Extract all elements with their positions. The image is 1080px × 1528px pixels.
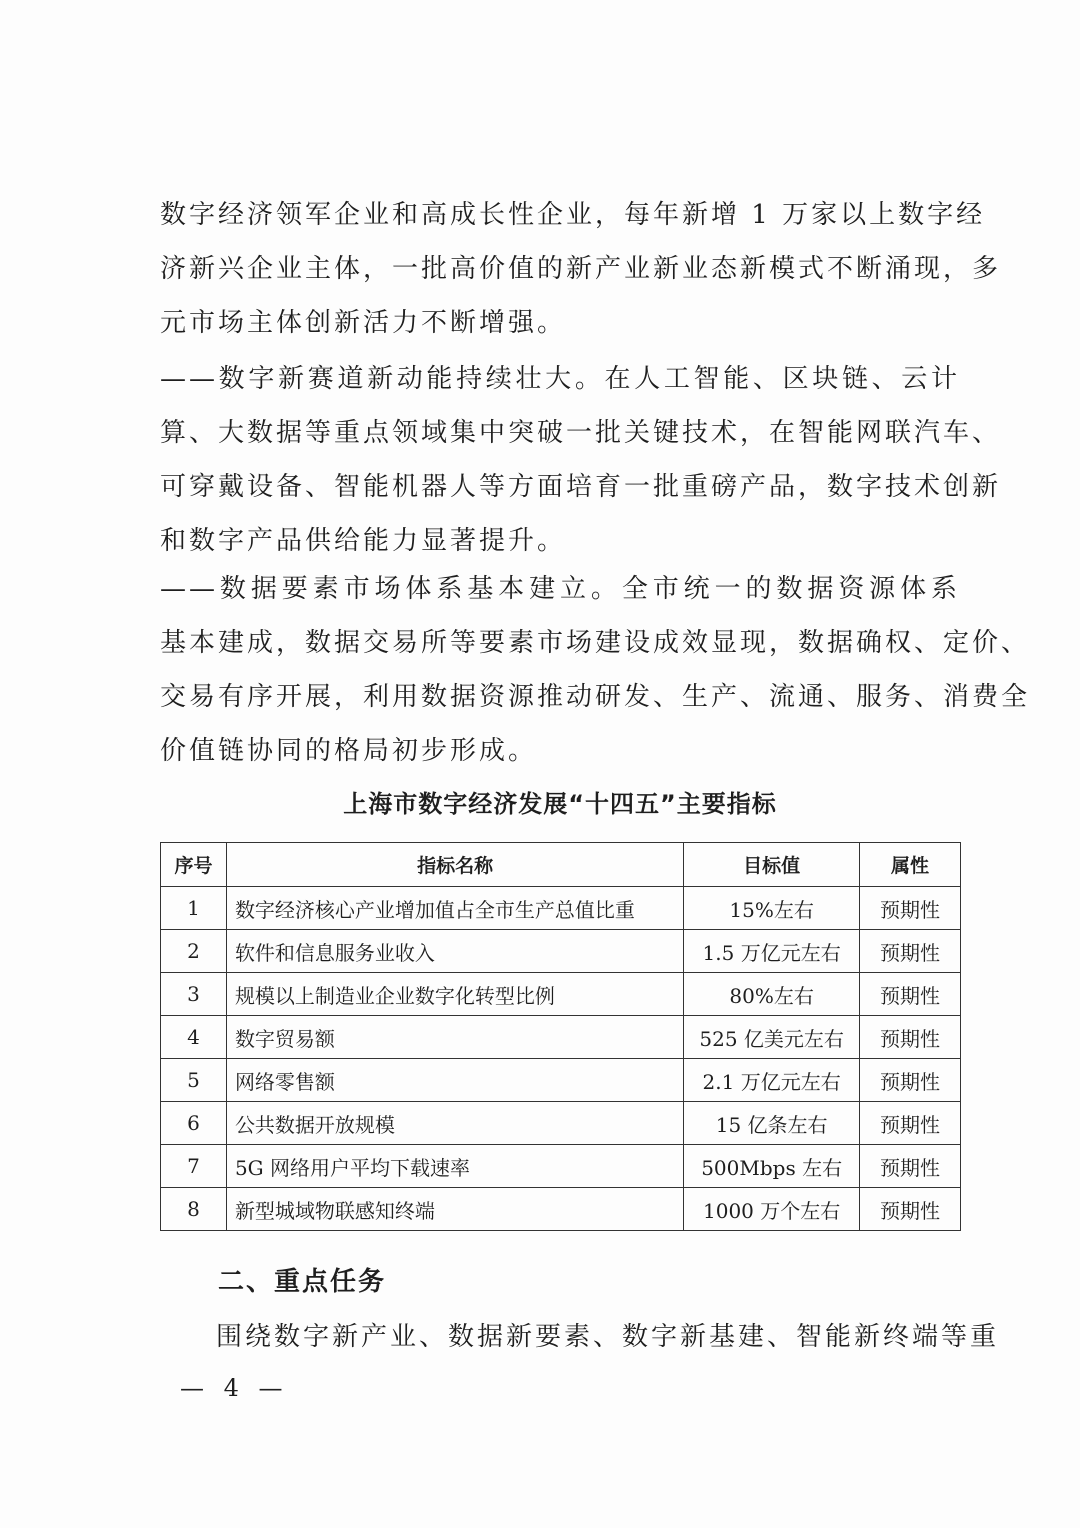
row-indicator-name: 数字经济核心产业增加值占全市生产总值比重 <box>226 887 683 930</box>
row-target-value: 15%左右 <box>684 887 860 930</box>
paragraph-line: 数字经济领军企业和高成长性企业，每年新增 1 万家以上数字经 <box>160 200 986 230</box>
table-row <box>161 1059 961 1102</box>
table-row <box>161 1102 961 1145</box>
row-number: 7 <box>161 1145 227 1188</box>
row-attribute: 预期性 <box>860 887 961 930</box>
row-number: 2 <box>161 930 227 973</box>
row-indicator-name: 软件和信息服务业收入 <box>226 930 683 973</box>
paragraph-data-market <box>160 562 1031 778</box>
row-target-value: 15 亿条左右 <box>684 1102 860 1145</box>
row-number: 1 <box>161 887 227 930</box>
header-indicator-name: 指标名称 <box>226 843 683 887</box>
paragraph-line: ——数字新赛道新动能持续壮大。在人工智能、区块链、云计 <box>160 364 960 394</box>
paragraph-leading-enterprises <box>160 188 1002 350</box>
table-title: 上海市数字经济发展“十四五”主要指标 <box>343 790 777 818</box>
table-header-row <box>161 843 961 887</box>
row-attribute: 预期性 <box>860 1145 961 1188</box>
header-target-value: 目标值 <box>684 843 860 887</box>
row-attribute: 预期性 <box>860 1102 961 1145</box>
row-target-value: 1.5 万亿元左右 <box>684 930 860 973</box>
row-indicator-name: 规模以上制造业企业数字化转型比例 <box>226 973 683 1016</box>
row-target-value: 500Mbps 左右 <box>684 1145 860 1188</box>
paragraph-line: ——数据要素市场体系基本建立。全市统一的数据资源体系 <box>160 574 960 604</box>
table-row <box>161 930 961 973</box>
row-indicator-name: 5G 网络用户平均下载速率 <box>226 1145 683 1188</box>
table-row <box>161 1016 961 1059</box>
section-paragraph <box>160 1310 1000 1364</box>
row-indicator-name: 公共数据开放规模 <box>226 1102 683 1145</box>
row-number: 3 <box>161 973 227 1016</box>
row-attribute: 预期性 <box>860 973 961 1016</box>
table-row <box>161 973 961 1016</box>
table-row <box>161 1145 961 1188</box>
row-target-value: 80%左右 <box>684 973 860 1016</box>
header-attribute: 属性 <box>860 843 961 887</box>
paragraph-line: 济新兴企业主体，一批高价值的新产业新业态新模式不断涌现，多 <box>160 254 1002 284</box>
row-attribute: 预期性 <box>860 930 961 973</box>
indicators-table <box>160 842 961 1231</box>
row-number: 5 <box>161 1059 227 1102</box>
row-target-value: 2.1 万亿元左右 <box>684 1059 860 1102</box>
paragraph-line: 围绕数字新产业、数据新要素、数字新基建、智能新终端等重 <box>216 1322 1000 1352</box>
row-target-value: 1000 万个左右 <box>684 1188 860 1231</box>
row-number: 4 <box>161 1016 227 1059</box>
paragraph-line: 基本建成，数据交易所等要素市场建设成效显现，数据确权、定价、 <box>160 628 1031 658</box>
paragraph-line: 和数字产品供给能力显著提升。 <box>160 526 567 556</box>
row-number: 8 <box>161 1188 227 1231</box>
row-attribute: 预期性 <box>860 1188 961 1231</box>
row-attribute: 预期性 <box>860 1059 961 1102</box>
row-number: 6 <box>161 1102 227 1145</box>
paragraph-line: 元市场主体创新活力不断增强。 <box>160 308 567 338</box>
row-target-value: 525 亿美元左右 <box>684 1016 860 1059</box>
paragraph-new-tracks <box>160 352 1002 568</box>
row-indicator-name: 网络零售额 <box>226 1059 683 1102</box>
table-row <box>161 1188 961 1231</box>
header-number: 序号 <box>161 843 227 887</box>
paragraph-line: 交易有序开展，利用数据资源推动研发、生产、流通、服务、消费全 <box>160 682 1031 712</box>
row-indicator-name: 新型城域物联感知终端 <box>226 1188 683 1231</box>
paragraph-line: 可穿戴设备、智能机器人等方面培育一批重磅产品，数字技术创新 <box>160 472 1002 502</box>
paragraph-line: 算、大数据等重点领域集中突破一批关键技术，在智能网联汽车、 <box>160 418 1002 448</box>
table-row <box>161 887 961 930</box>
row-attribute: 预期性 <box>860 1016 961 1059</box>
paragraph-line: 价值链协同的格局初步形成。 <box>160 736 538 766</box>
page-number: — 4 — <box>180 1374 289 1402</box>
section-heading: 二、重点任务 <box>218 1267 387 1297</box>
row-indicator-name: 数字贸易额 <box>226 1016 683 1059</box>
